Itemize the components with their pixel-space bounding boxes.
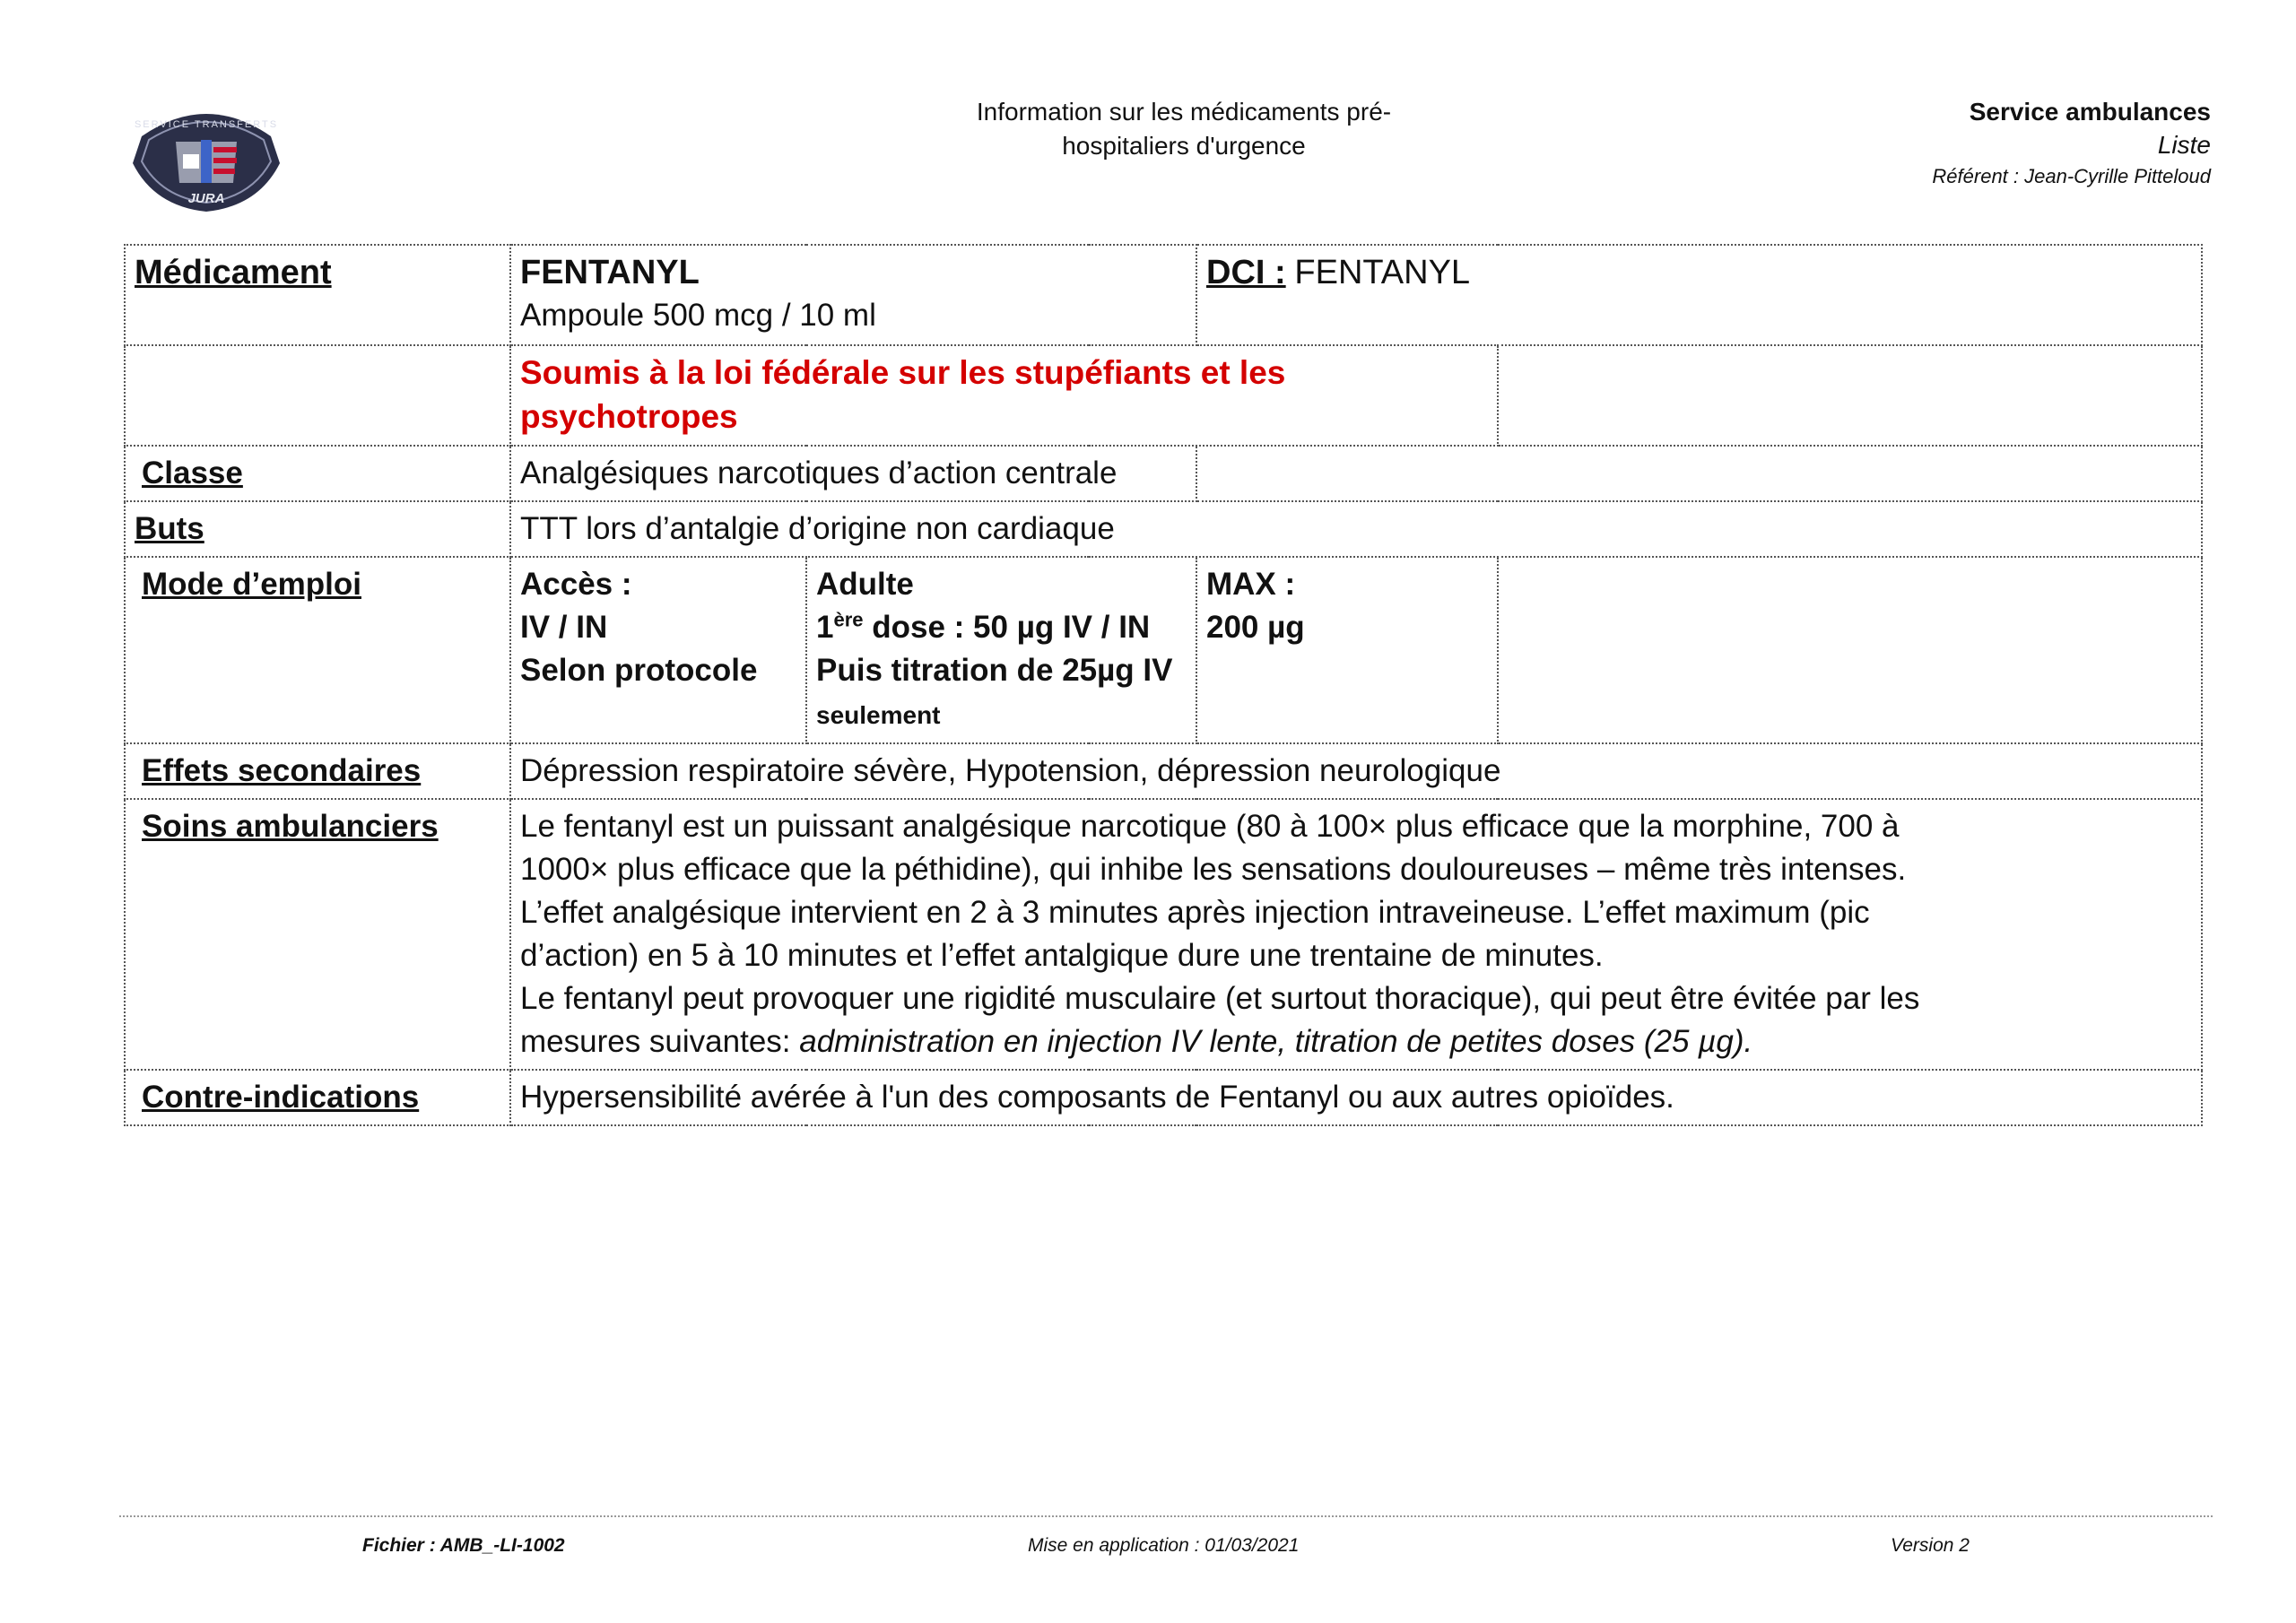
title-line-1: Information sur les médicaments pré- xyxy=(976,98,1392,126)
title-line-2: hospitaliers d'urgence xyxy=(1062,132,1306,160)
max-value: 200 µg xyxy=(1206,610,1305,645)
service-block xyxy=(1932,95,2211,192)
footer-version: Version 2 xyxy=(1891,1535,1970,1556)
empty-cell xyxy=(1498,557,2202,743)
row-classe xyxy=(125,446,2202,501)
soins-line: 1000× plus efficace que la péthidine), qui inhibe les sensations douloureuses – même très intenses. xyxy=(520,852,1907,887)
empty-cell xyxy=(1498,345,2202,446)
soins-line: Le fentanyl peut provoquer une rigidité musculaire (et surtout thoracique), qui peut être évitée par les xyxy=(520,981,1920,1016)
label-medicament: Médicament xyxy=(125,245,510,345)
row-mode xyxy=(125,557,2202,743)
acces-line-1: IV / IN xyxy=(520,610,608,645)
empty-cell xyxy=(125,345,510,446)
row-medicament xyxy=(125,245,2202,345)
dci-label: DCI : xyxy=(1206,254,1286,291)
logo-text-bottom: JURA xyxy=(187,191,225,206)
row-buts xyxy=(125,501,2202,557)
label-soins: Soins ambulanciers xyxy=(125,799,510,1070)
service-referent: Référent : Jean-Cyrille Pitteloud xyxy=(1932,165,2211,187)
adulte-titration: Puis titration de 25µg IV seulement xyxy=(816,653,1173,729)
row-soins xyxy=(125,799,2202,1070)
footer-divider xyxy=(119,1515,2213,1517)
empty-cell xyxy=(1196,446,2202,501)
row-warning xyxy=(125,345,2202,446)
drug-cell xyxy=(510,245,1196,345)
dci-value: FENTANYL xyxy=(1294,254,1471,291)
soins-line: L’effet analgésique intervient en 2 à 3 minutes après injection intraveineuse. L’effet maximum (pic xyxy=(520,895,1870,930)
drug-name: FENTANYL xyxy=(520,254,700,291)
max-title: MAX : xyxy=(1206,567,1296,602)
document-title xyxy=(897,95,1471,163)
soins-line: d’action) en 5 à 10 minutes et l’effet antalgique dure une trentaine de minutes. xyxy=(520,938,1604,973)
footer-file: Fichier : AMB_-LI-1002 xyxy=(362,1535,565,1556)
label-contre: Contre-indications xyxy=(125,1070,510,1125)
label-mode: Mode d’emploi xyxy=(125,557,510,743)
classe-value: Analgésiques narcotiques d’action centrale xyxy=(510,446,1196,501)
soins-value xyxy=(510,799,2202,1070)
service-subtitle: Liste xyxy=(2157,131,2211,159)
warning-cell xyxy=(510,345,1498,446)
label-classe: Classe xyxy=(125,446,510,501)
buts-value: TTT lors d’antalgie d’origine non cardiaque xyxy=(510,501,2202,557)
soins-line: mesures suivantes: administration en injection IV lente, titration de petites doses (25 µg). xyxy=(520,1024,1753,1059)
soins-line: Le fentanyl est un puissant analgésique narcotique (80 à 100× plus efficace que la morphine, 700 à xyxy=(520,809,1900,844)
adulte-dose: 1ère dose : 50 µg IV / IN xyxy=(816,608,1151,645)
adulte-cell xyxy=(806,557,1196,743)
logo-text-top: SERVICE TRANSFERTS xyxy=(134,119,279,130)
acces-title: Accès : xyxy=(520,567,632,602)
max-cell xyxy=(1196,557,1498,743)
legal-warning: Soumis à la loi fédérale sur les stupéfiants et les psychotropes xyxy=(520,354,1286,435)
adulte-title: Adulte xyxy=(816,567,914,602)
row-effets xyxy=(125,743,2202,799)
logo-emblem-icon xyxy=(176,140,237,183)
acces-line-2: Selon protocole xyxy=(520,653,758,688)
medication-table xyxy=(124,244,2203,1126)
label-effets: Effets secondaires xyxy=(125,743,510,799)
acces-cell xyxy=(510,557,806,743)
effets-value: Dépression respiratoire sévère, Hypotension, dépression neurologique xyxy=(510,743,2202,799)
contre-value: Hypersensibilité avérée à l'un des composants de Fentanyl ou aux autres opioïdes. xyxy=(510,1070,2202,1125)
footer-date: Mise en application : 01/03/2021 xyxy=(1028,1535,1300,1556)
service-transferts-jura-logo xyxy=(124,100,289,215)
drug-form: Ampoule 500 mcg / 10 ml xyxy=(520,298,876,333)
label-buts: Buts xyxy=(125,501,510,557)
row-contre xyxy=(125,1070,2202,1125)
dci-cell xyxy=(1196,245,2202,345)
service-title: Service ambulances xyxy=(1969,98,2211,126)
